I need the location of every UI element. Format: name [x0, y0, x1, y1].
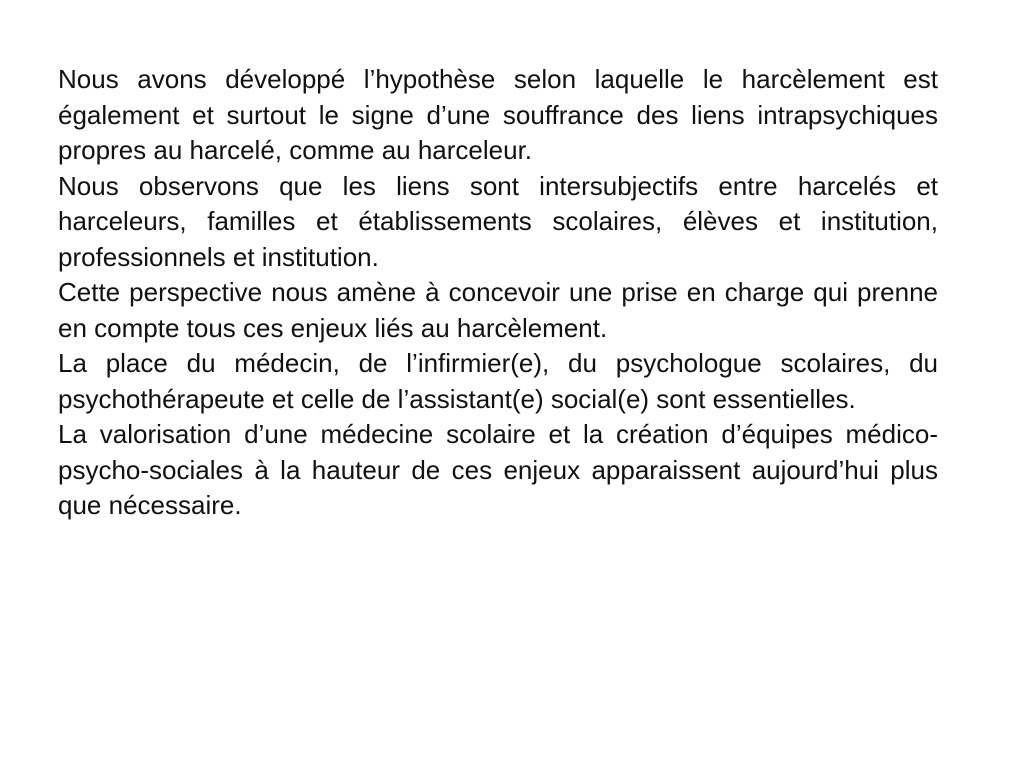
paragraph-observations: Nous observons que les liens sont intersubjectifs entre harcelés et harceleurs, familles et établissements scolaires, élèves et institution, professionnels et institution.: [58, 170, 938, 272]
slide-body-text: [58, 62, 938, 524]
paragraph-hypothesis: Nous avons développé l’hypothèse selon laquelle le harcèlement est également et surtout le signe d’une souffrance des liens intrapsychiques propres au harcelé, comme au harceleur.: [58, 64, 938, 165]
paragraph-school-medicine: La valorisation d’une médecine scolaire et la création d’équipes médico-psycho-sociales à la hauteur de ces enjeux apparaissent aujourd’hui plus que nécessaire.: [58, 419, 938, 520]
paragraph-professionals-role: La place du médecin, de l’infirmier(e), du psychologue scolaires, du psychothérapeute et celle de l’assistant(e) social(e) sont essentielles.: [58, 348, 938, 414]
paragraph-care-perspective: Cette perspective nous amène à concevoir une prise en charge qui prenne en compte tous ces enjeux liés au harcèlement.: [58, 277, 938, 343]
